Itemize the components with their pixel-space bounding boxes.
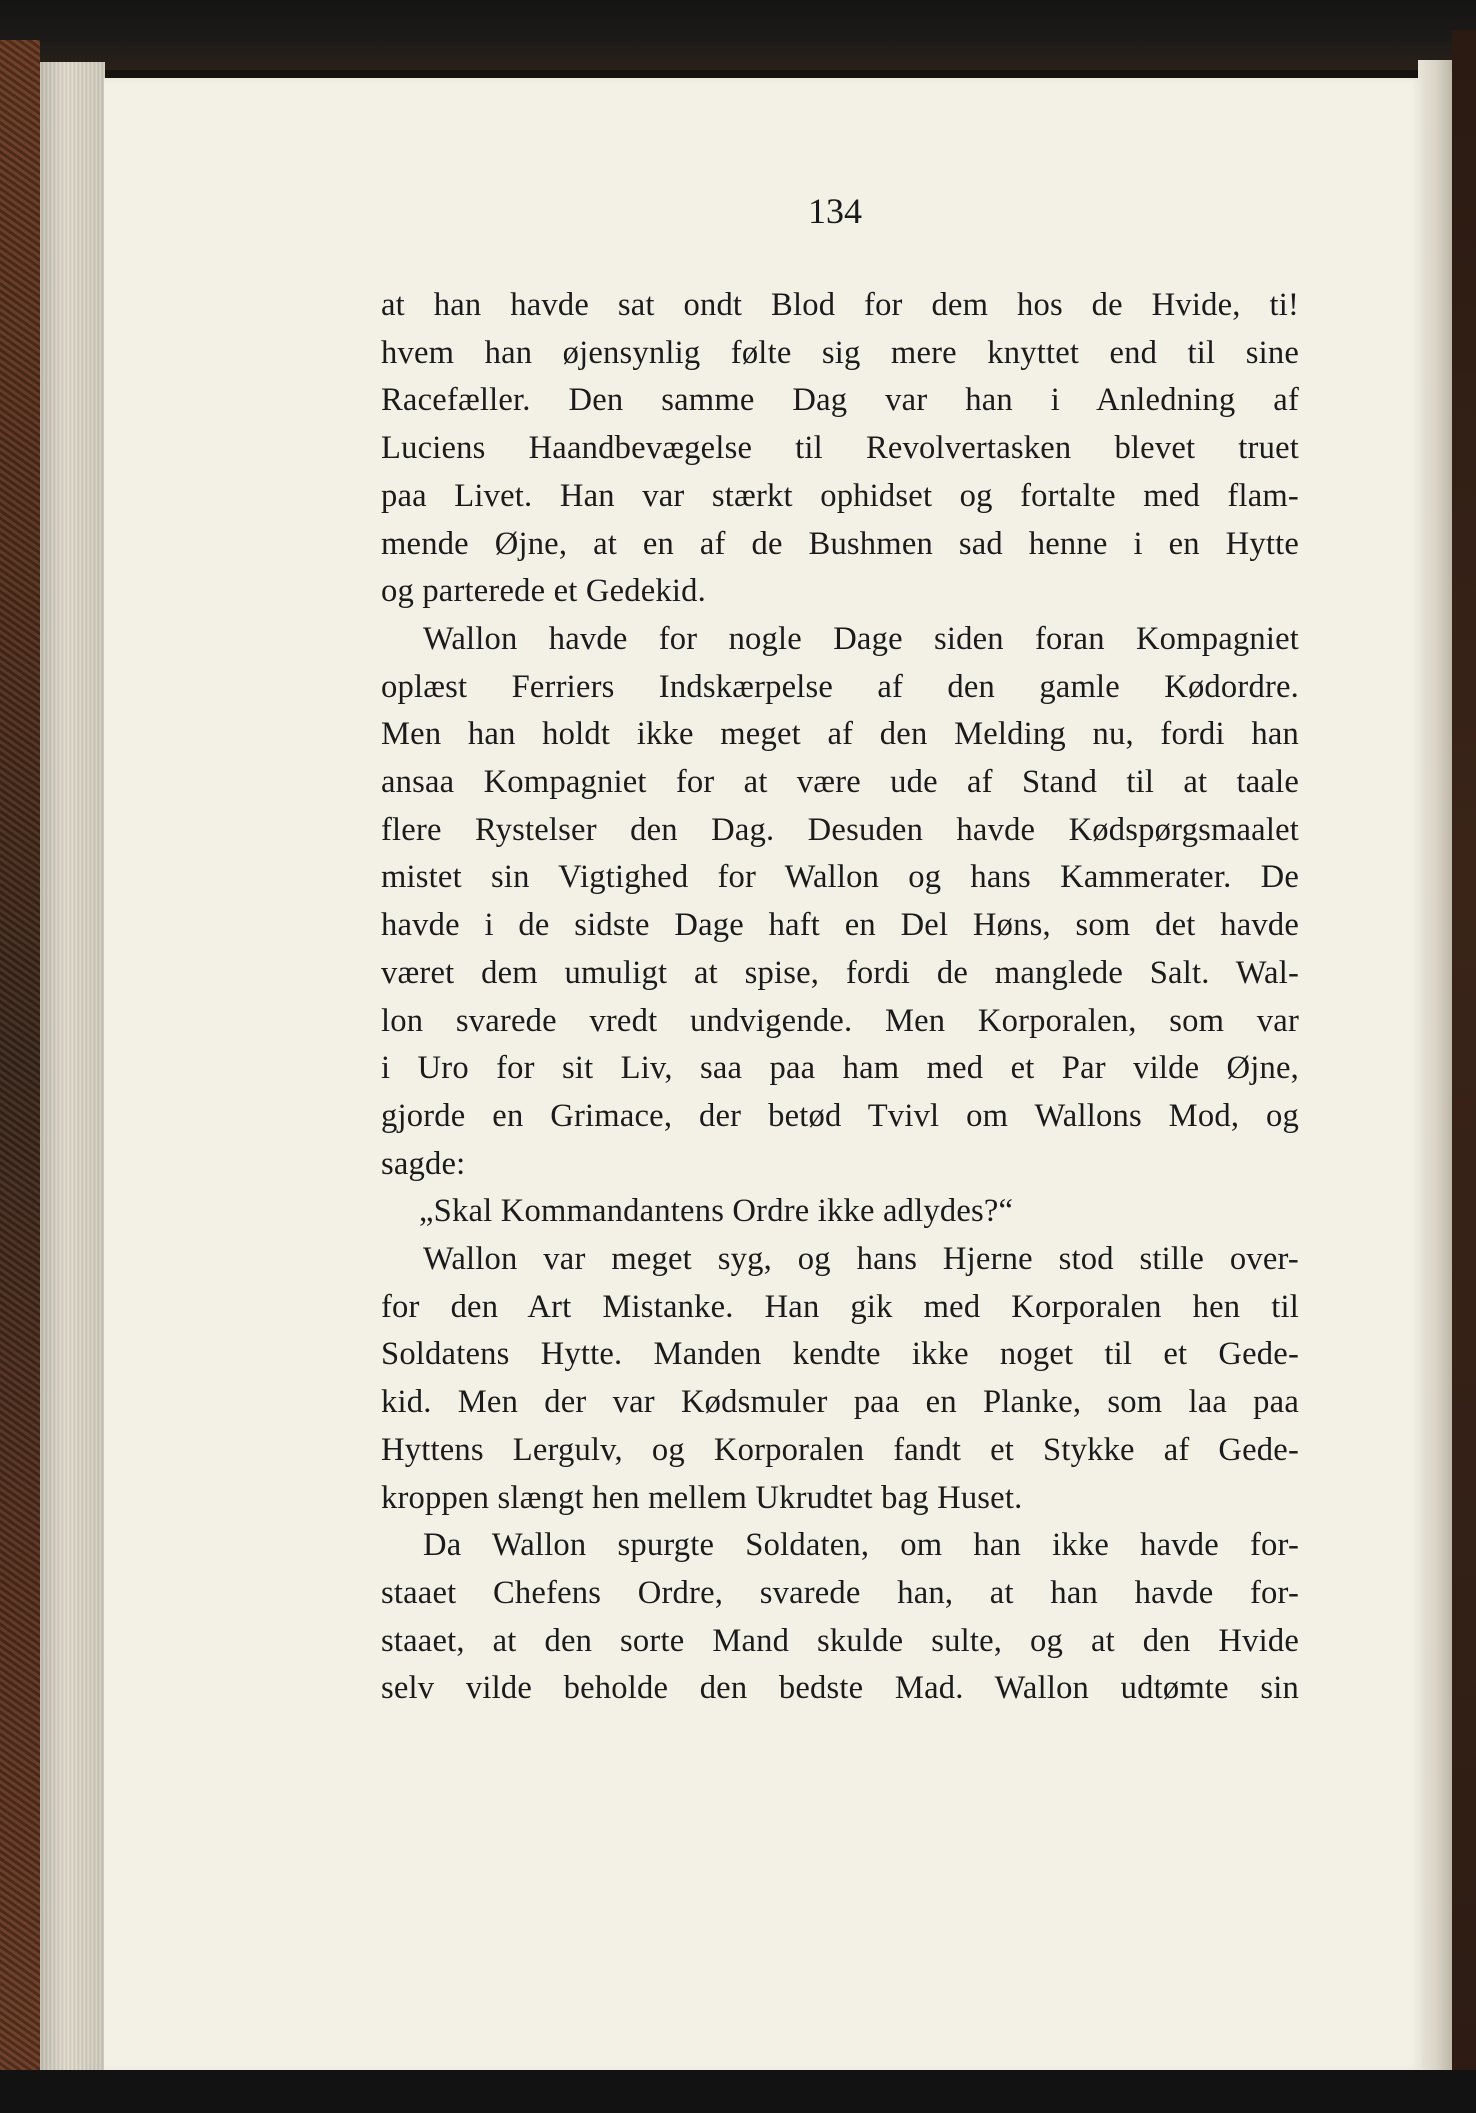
text-line: været dem umuligt at spise, fordi de manglede Salt. Wal-: [381, 954, 1299, 991]
book-cover-right: [1452, 30, 1476, 2113]
text-line: Wallon var meget syg, og hans Hjerne stod stille over-: [423, 1241, 1299, 1278]
text-line: gjorde en Grimace, der betød Tvivl om Wallons Mod, og: [381, 1097, 1299, 1134]
text-line: for den Art Mistanke. Han gik med Korporalen hen til: [381, 1288, 1299, 1325]
text-line: Men han holdt ikke meget af den Melding nu, fordi han: [381, 716, 1299, 753]
text-line: hvem han øjensynlig følte sig mere knyttet end til sine: [381, 334, 1299, 371]
text-line: Soldatens Hytte. Manden kendte ikke noget til et Gede-: [381, 1336, 1299, 1373]
text-line: paa Livet. Han var stærkt ophidset og fortalte med flam-: [381, 477, 1299, 514]
text-line: selv vilde beholde den bedste Mad. Wallon udtømte sin: [381, 1670, 1299, 1707]
text-line: staaet, at den sorte Mand skulde sulte, og at den Hvide: [381, 1622, 1299, 1659]
text-line: flere Rystelser den Dag. Desuden havde Kødspørgsmaalet: [381, 811, 1299, 848]
page-number: 134: [808, 191, 862, 231]
text-line: ansaa Kompagniet for at være ude af Stand til at taale: [381, 764, 1299, 801]
book-cover-top: [0, 0, 1476, 70]
text-line: havde i de sidste Dage haft en Del Høns, som det havde: [381, 907, 1299, 944]
text-line: og parterede et Gedekid.: [381, 573, 706, 610]
text-line: Hyttens Lergulv, og Korporalen fandt et Stykke af Gede-: [381, 1431, 1299, 1468]
book-cover-bottom: [0, 2070, 1476, 2113]
text-line: „Skal Kommandantens Ordre ikke adlydes?“: [419, 1193, 1014, 1230]
text-line: mistet sin Vigtighed for Wallon og hans Kammerater. De: [381, 859, 1299, 896]
text-line: Wallon havde for nogle Dage siden foran Kompagniet: [423, 620, 1299, 657]
text-line: at han havde sat ondt Blod for dem hos de Hvide, ti!: [381, 287, 1299, 323]
text-line: i Uro for sit Liv, saa paa ham med et Par vilde Øjne,: [381, 1050, 1299, 1087]
text-line: kid. Men der var Kødsmuler paa en Planke, som laa paa: [381, 1384, 1299, 1421]
page-right-edge: [1418, 60, 1454, 2090]
text-line: lon svarede vredt undvigende. Men Korporalen, som var: [381, 1002, 1299, 1039]
text-line: Da Wallon spurgte Soldaten, om han ikke havde for-: [423, 1527, 1299, 1564]
text-line: staaet Chefens Ordre, svarede han, at han havde for-: [381, 1574, 1299, 1611]
text-line: Luciens Haandbevægelse til Revolvertasken blevet truet: [381, 430, 1299, 467]
body-text: [381, 282, 1299, 1713]
text-line: Racefæller. Den samme Dag var han i Anledning af: [381, 382, 1299, 419]
text-line: mende Øjne, at en af de Bushmen sad henne i en Hytte: [381, 525, 1299, 562]
book-cover-left: [0, 40, 40, 2080]
page-stack-edges: [40, 62, 105, 2070]
text-line: kroppen slængt hen mellem Ukrudtet bag Huset.: [381, 1479, 1023, 1516]
text-line: oplæst Ferriers Indskærpelse af den gamle Kødordre.: [381, 668, 1299, 705]
text-line: sagde:: [381, 1145, 466, 1182]
